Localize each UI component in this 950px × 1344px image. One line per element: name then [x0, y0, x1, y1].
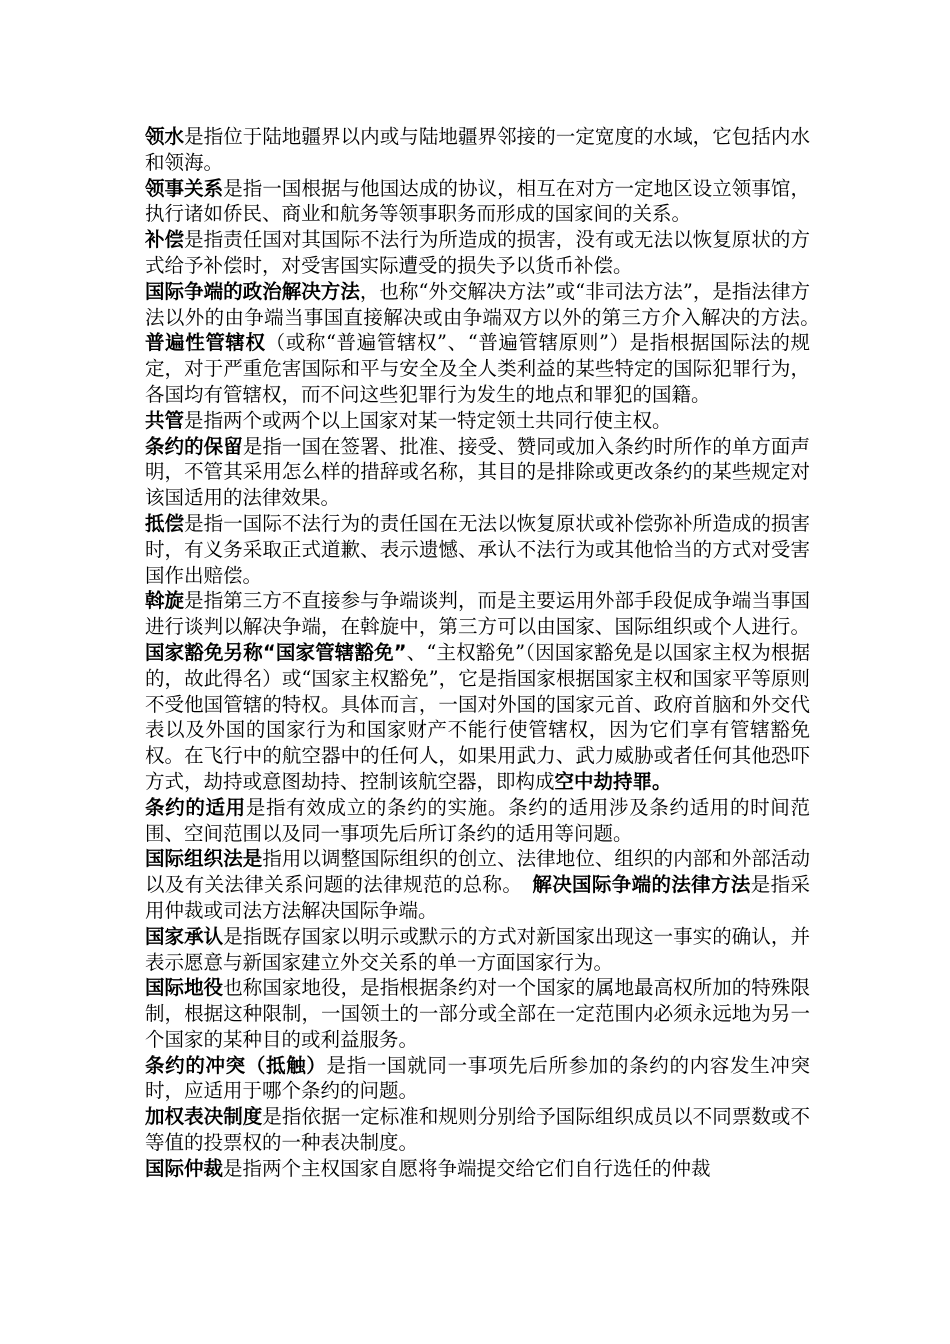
definition-paragraph [145, 846, 810, 923]
term-heading: 国际地役 [145, 976, 224, 1000]
definition-paragraph [145, 176, 810, 228]
definition-text: 、“主权豁免”（因国家豁免是以国家主权为根据的，故此得名）或“国家主权豁免”，它是指国家根据国家主权和国家平等原则不受他国管辖的特权。具体而言，一国对外国的国家元首、政府首脑和外交代表以及外国的国家行为和国家财产不能行使管辖权，因为它们享有管辖豁免权。在飞行中的航空器中的任何人，如果用武力、武力威胁或者任何其他恐吓方式，劫持或意图劫持、控制该航空器，即构成 [145, 640, 810, 793]
term-heading: 领事关系 [145, 176, 224, 200]
definition-text: （或称“普遍管辖权”、“普遍管辖原则”）是指根据国际法的规定，对于严重危害国际和平与安全及全人类利益的某些特定的国际犯罪行为，各国均有管辖权，而不问这些犯罪行为发生的地点和罪犯的国籍。 [145, 331, 810, 406]
definition-text: 是指两个或两个以上国家对某一特定领土共同行使主权。 [184, 408, 672, 432]
definition-text: 是指有效成立的条约的实施。条约的适用涉及条约适用的时间范围、空间范围以及同一事项先后所订条约的适用等问题。 [145, 795, 810, 845]
definition-text: 也称国家地役，是指根据条约对一个国家的属地最高权所加的特殊限制，根据这种限制，一国领土的一部分或全部在一定范围内必须永远地为另一个国家的某种目的或利益服务。 [145, 976, 810, 1051]
definition-text: 是指责任国对其国际不法行为所造成的损害，没有或无法以恢复原状的方式给予补偿时，对受害国实际遭受的损失予以货币补偿。 [145, 228, 810, 277]
definition-text: ，也称“外交解决方法”或“非司法方法”，是指法律方法以外的由争端当事国直接解决或由争端双方以外的第三方介入解决的方法。 [145, 279, 830, 329]
definition-text: 是指一国根据与他国达成的协议，相互在对方一定地区设立领事馆，执行诸如侨民、商业和航务等领事职务而形成的国家间的关系。 [145, 176, 810, 226]
definition-paragraph [145, 1053, 810, 1105]
term-heading: 共管 [145, 408, 185, 432]
definition-paragraph [145, 1104, 810, 1156]
term-heading: 国家承认 [145, 924, 224, 948]
definition-text: 是指第三方不直接参与争端谈判，而是主要运用外部手段促成争端当事国进行谈判以解决争端，在斡旋中，第三方可以由国家、国际组织或个人进行。 [145, 589, 810, 639]
term-heading: 国际仲裁 [145, 1156, 224, 1180]
term-heading: 解决国际争端的法律方法 [532, 873, 751, 897]
definition-paragraph [145, 795, 810, 847]
definition-paragraph [145, 588, 810, 794]
term-heading: 国家豁免另称“国家管辖豁免” [145, 640, 407, 664]
term-heading: 斡旋 [145, 589, 185, 613]
definition-text: 是指一国在签署、批准、接受、赞同或加入条约时所作的单方面声明，不管其采用怎么样的措辞或名称，其目的是排除或更改条约的某些规定对该国适用的法律效果。 [145, 434, 810, 510]
term-heading: 条约的适用 [145, 795, 246, 819]
definition-text: 是指一国就同一事项先后所参加的条约的内容发生冲突时，应适用于哪个条约的问题。 [145, 1053, 810, 1103]
document-page [145, 124, 830, 1182]
definition-paragraph [145, 511, 810, 588]
term-heading: 加权表决制度 [145, 1105, 263, 1129]
definition-text: 是指依据一定标准和规则分别给予国际组织成员以不同票数或不等值的投票权的一种表决制度。 [145, 1105, 810, 1155]
term-heading: 条约的保留 [145, 434, 243, 458]
definition-text: 指用以调整国际组织的创立、法律地位、组织的内部和外部活动以及有关法律关系问题的法律规范的总称。 [145, 847, 810, 897]
term-heading: 抵偿 [145, 511, 185, 535]
definition-text: 是指两个主权国家自愿将争端提交给它们自行选任的仲裁 [223, 1156, 711, 1180]
document-body [145, 124, 830, 1182]
term-heading: 补偿 [145, 228, 185, 252]
definition-paragraph [145, 279, 830, 408]
definition-paragraph [145, 975, 810, 1052]
definition-text: 是指采用仲裁或司法方法解决国际争端。 [145, 873, 810, 922]
term-heading: 国际组织法是 [145, 847, 263, 871]
term-heading: 普遍性管辖权 [145, 331, 266, 355]
term-heading: 国际争端的政治解决方法 [145, 279, 360, 303]
definition-paragraph [145, 1156, 810, 1182]
definition-text: 是指一国际不法行为的责任国在无法以恢复原状或补偿弥补所造成的损害时，有义务采取正式道歉、表示遗憾、承认不法行为或其他恰当的方式对受害国作出赔偿。 [145, 511, 810, 587]
definition-paragraph [145, 924, 810, 976]
term-heading: 空中劫持罪。 [554, 769, 672, 793]
definition-paragraph [145, 227, 810, 279]
definition-paragraph [145, 434, 810, 511]
definition-paragraph [145, 408, 810, 434]
definition-paragraph [145, 124, 810, 176]
definition-text: 是指既存国家以明示或默示的方式对新国家出现这一事实的确认，并表示愿意与新国家建立外交关系的单一方面国家行为。 [145, 924, 810, 974]
definition-text: 是指位于陆地疆界以内或与陆地疆界邻接的一定宽度的水域，它包括内水和领海。 [145, 125, 810, 174]
term-heading: 条约的冲突（抵触） [145, 1053, 327, 1077]
term-heading: 领水 [145, 125, 185, 148]
